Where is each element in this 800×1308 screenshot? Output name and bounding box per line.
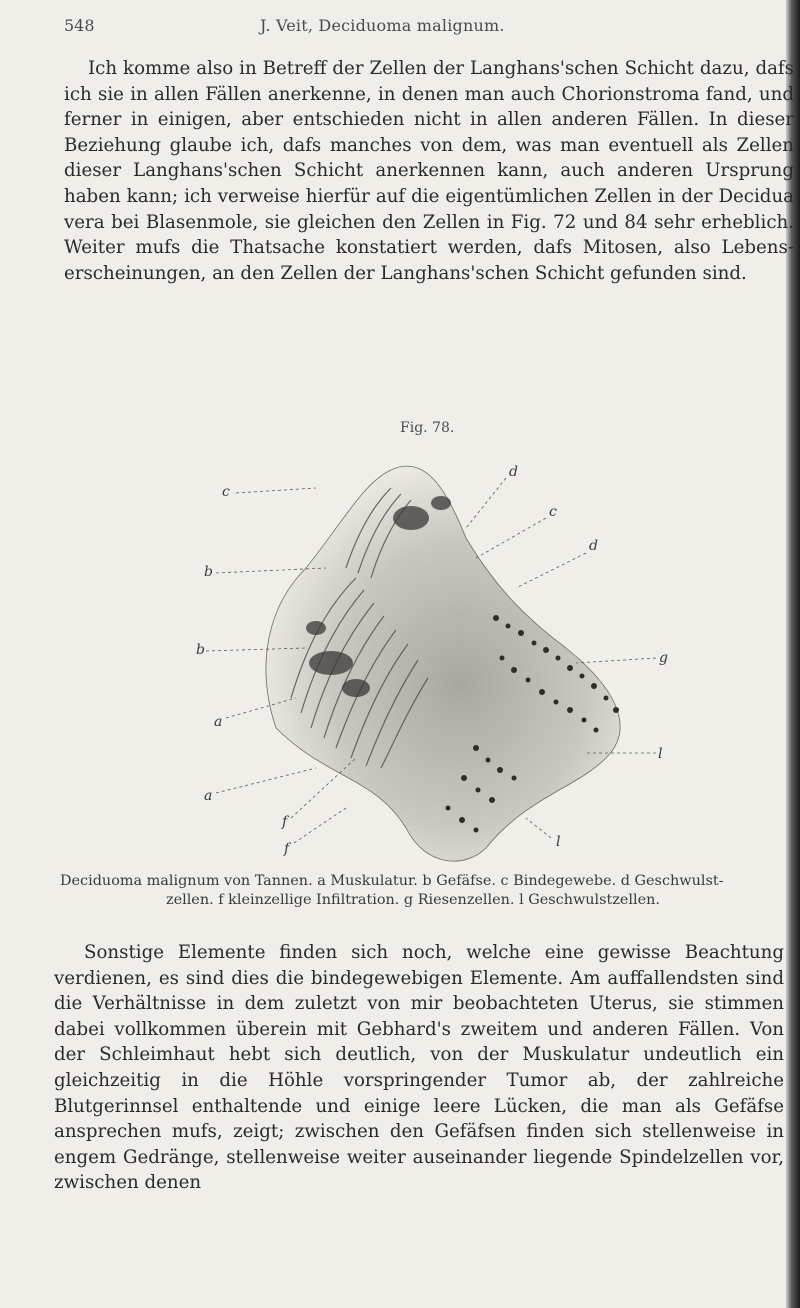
histology-illustration: [196, 448, 736, 868]
running-head: J. Veit, Deciduoma malignum.: [260, 16, 505, 35]
caption-line-2: zellen. f kleinzellige Infiltration. g Riesenzellen. l Geschwulstzellen.: [166, 891, 660, 908]
figure-label: Fig. 78.: [400, 420, 455, 436]
label-f-lower: f: [282, 814, 288, 830]
label-g-right: g: [659, 650, 668, 666]
label-a-lower-left: a: [204, 788, 213, 804]
label-c-left: c: [222, 484, 230, 500]
body-paragraph-1: [64, 56, 794, 286]
label-b-left-lower: b: [196, 642, 205, 658]
histology-figure: [196, 448, 736, 868]
label-a-left: a: [214, 714, 223, 730]
figure-caption: [60, 872, 780, 909]
label-c-top-right: c: [549, 504, 557, 520]
label-f-bottom: f: [284, 841, 290, 857]
label-l-bottom: l: [556, 834, 561, 850]
body-paragraph-2: [54, 940, 784, 1196]
page-number: 548: [64, 16, 95, 35]
label-d-right: d: [589, 538, 598, 554]
paragraph-text: Sonstige Elemente finden sich noch, welche eine gewisse Beachtung verdienen, es sind dies die bindegewebigen Elemente. Am auffallendsten sind die Verhältnisse in dem zuletzt von mir beobachteten Uterus, sie stimmen dabei vollkommen überein mit Gebhard's zweitem und anderen Fällen. Von der Schleimhaut hebt sich deutlich, von der Muskulatur undeutlich ein gleichzeitig in die Höhle vorspringender Tumor ab, der zahlreiche Blutgerinnsel enthaltende und einige leere Lücken, die man als Gefäfse ansprechen mufs, zeigt; zwischen den Gefäfsen finden sich stellenweise in engem Gedränge, stellenweise weiter auseinander liegende Spindelzellen vor, zwischen denen: [54, 942, 784, 1194]
page-header: [64, 16, 724, 38]
paragraph-text: Ich komme also in Betreff der Zellen der Langhans'schen Schicht dazu, dafs ich sie in allen Fällen anerkenne, in denen man auch Chorionstroma fand, und ferner in einigen, aber entschieden nicht in allen anderen Fällen. In dieser Beziehung glaube ich, dafs manches von dem, was man eventuell als Zellen dieser Langhans'schen Schicht anerkennen kann, auch anderen Ursprung haben kann; ich verweise hierfür auf die eigentümlichen Zellen in der Decidua vera bei Blasenmole, sie gleichen den Zellen in Fig. 72 und 84 sehr erheblich. Weiter mufs die Thatsache konstatiert werden, dafs Mitosen, also Lebens-erscheinungen, an den Zellen der Langhans'schen Schicht gefunden sind.: [64, 58, 794, 284]
caption-line-1: Deciduoma malignum von Tannen. a Muskulatur. b Gefäfse. c Bindegewebe. d Geschwulst-: [60, 873, 724, 889]
label-d-top: d: [509, 464, 518, 480]
label-l-right: l: [658, 746, 663, 762]
label-b-left-upper: b: [204, 564, 213, 580]
